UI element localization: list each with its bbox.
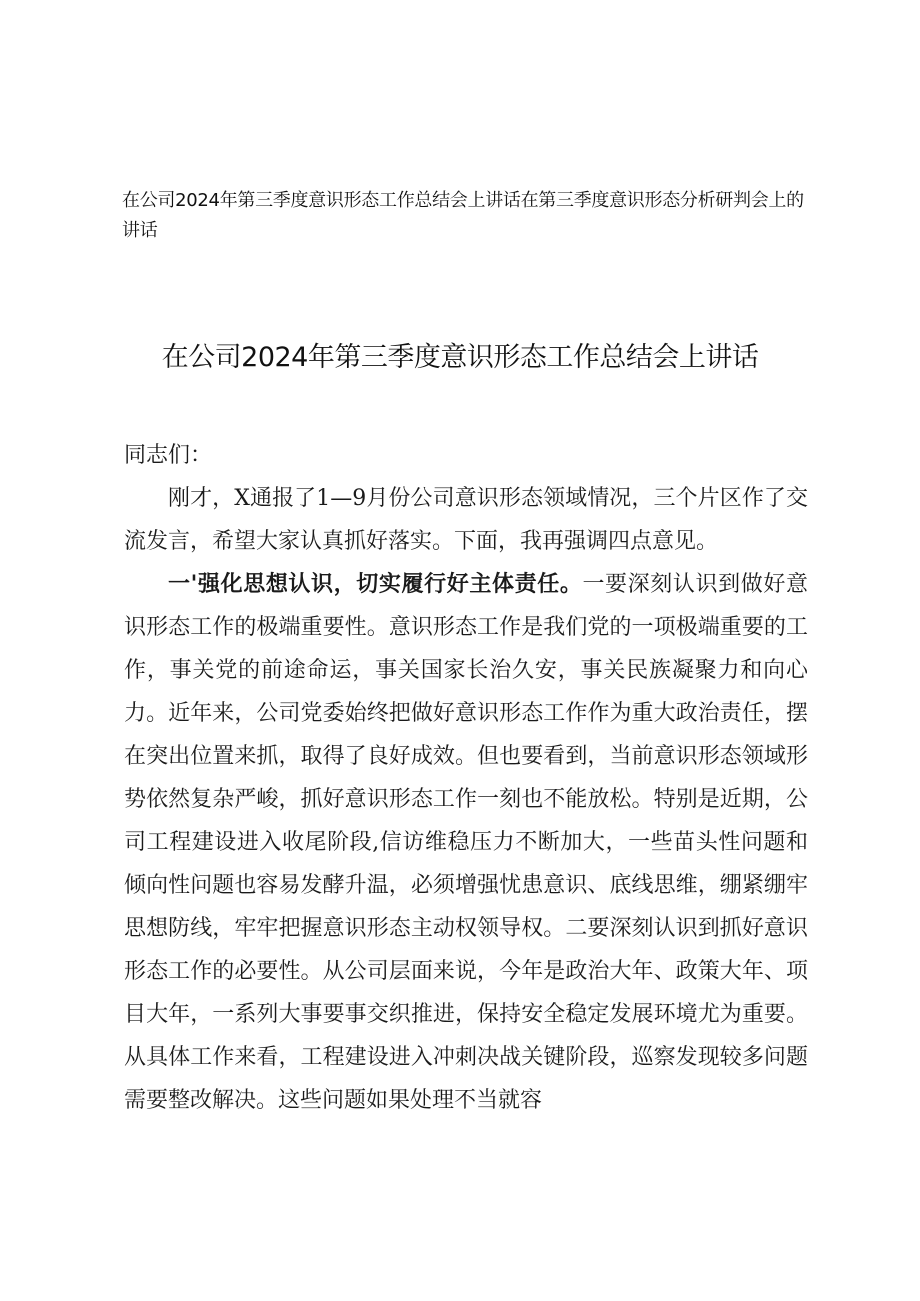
document-header-line: 在公司2024年第三季度意识形态工作总结会上讲话在第三季度意识形态分析研判会上的讲话 xyxy=(122,190,804,241)
paragraph-point-one xyxy=(124,563,808,1122)
paragraph-intro: 刚才，X通报了1—9月份公司意识形态领域情况，三个片区作了交流发言，希望大家认真抓好落实。下面，我再强调四点意见。 xyxy=(124,486,808,554)
document-body xyxy=(124,434,808,1122)
salutation: 同志们： xyxy=(124,443,213,468)
point-one-heading: 一'强化思想认识，切实履行好主体责任。 xyxy=(168,572,583,597)
point-one-body: 一要深刻认识到做好意识形态工作的极端重要性。意识形态工作是我们党的一项极端重要的工作，事关党的前途命运，事关国家长治久安，事关民族凝聚力和向心力。近年来，公司党委始终把做好意识形态工作作为重大政治责任，摆在突出位置来抓，取得了良好成效。但也要看到，当前意识形态领域形势依然复杂严峻，抓好意识形态工作一刻也不能放松。特别是近期，公司工程建设进入收尾阶段,信访维稳压力不断加大，一些苗头性问题和倾向性问题也容易发酵升温，必须增强忧患意识、底线思维，绷紧绷牢思想防线，牢牢把握意识形态主动权领导权。二要深刻认识到抓好意识形态工作的必要性。从公司层面来说，今年是政治大年、政策大年、项目大年，一系列大事要事交织推进，保持安全稳定发展环境尤为重要。从具体工作来看，工程建设进入冲刺决战关键阶段，巡察发现较多问题需要整改解决。这些问题如果处理不当就容 xyxy=(124,572,808,1113)
document-title: 在公司2024年第三季度意识形态工作总结会上讲话 xyxy=(161,342,759,373)
